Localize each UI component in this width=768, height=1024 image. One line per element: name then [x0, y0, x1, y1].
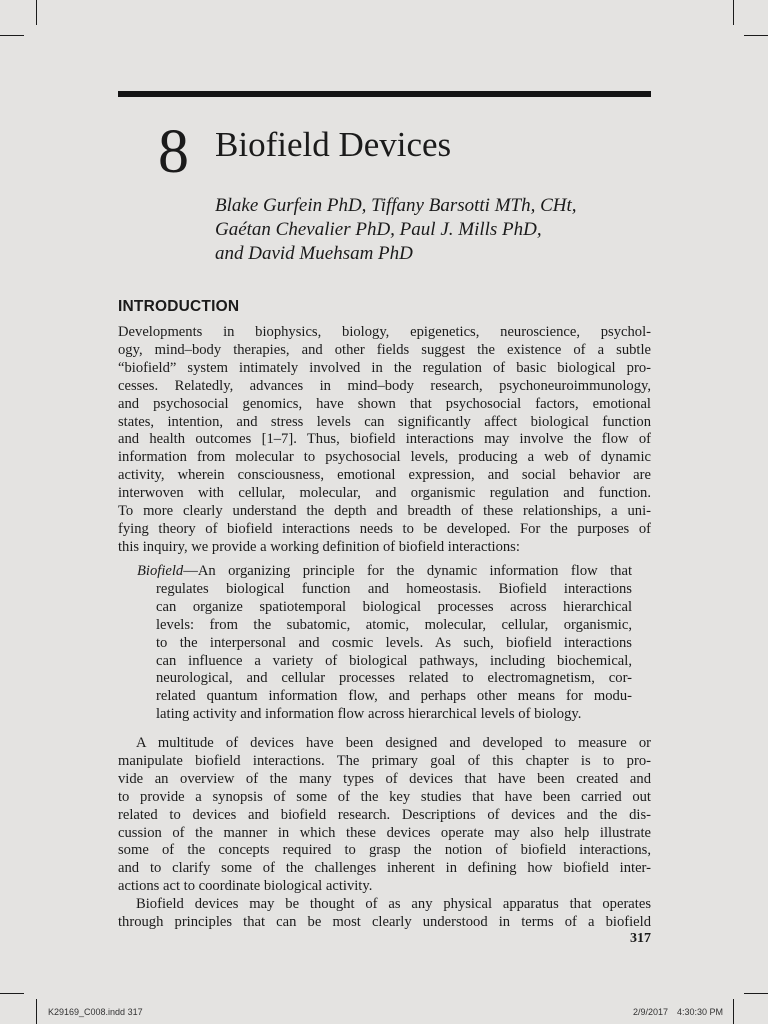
- text-line: To more clearly understand the depth and breadth of these relationships, a uni-: [118, 503, 651, 520]
- text-line: this inquiry, we provide a working definition of biofield interactions:: [118, 538, 520, 555]
- definition-first-line: [137, 563, 632, 581]
- crop-mark-bottom-right-horizontal: [744, 993, 768, 994]
- text-line: can influence a variety of biological pathways, including biochemical,: [156, 652, 632, 669]
- slug-time: 4:30:30 PM: [677, 1007, 724, 1017]
- crop-mark-bottom-left-horizontal: [0, 993, 24, 994]
- text-line: information from molecular to psychosocial levels, producing a web of dynamic: [118, 449, 651, 466]
- text-line: related quantum information flow, and perhaps other means for modu-: [156, 688, 632, 705]
- text-line: regulates biological function and homeostasis. Biofield interactions: [156, 580, 632, 597]
- text-line: levels: from the subatomic, atomic, molecular, cellular, organismic,: [156, 616, 632, 633]
- text-line: interwoven with cellular, molecular, and organismic regulation and function.: [118, 485, 651, 502]
- chapter-title: Biofield Devices: [215, 125, 452, 164]
- text-line: Developments in biophysics, biology, epigenetics, neuroscience, psychol-: [118, 324, 651, 340]
- text-line: and to clarify some of the challenges inherent in defining how biofield inter-: [118, 860, 651, 877]
- text-line: ogy, mind–body therapies, and other fields suggest the existence of a subtle: [118, 341, 651, 358]
- chapter-number: 8: [158, 118, 189, 186]
- text-line: some of the concepts required to grasp the notion of biofield interactions,: [118, 842, 651, 859]
- paragraph-intro: [118, 324, 651, 557]
- author-line: Blake Gurfein PhD, Tiffany Barsotti MTh, CHt,: [215, 195, 577, 216]
- text-line: actions act to coordinate biological activity.: [118, 878, 373, 895]
- text-line: A multitude of devices have been designed and developed to measure or: [136, 735, 651, 751]
- crop-mark-top-left-horizontal: [0, 35, 24, 36]
- text-line: and health outcomes [1–7]. Thus, biofield interactions may involve the flow of: [118, 431, 651, 448]
- text-line: through principles that can be most clearly understood in terms of a biofield: [118, 914, 651, 931]
- text-line: “biofield” system intimately involved in the regulation of basic biological pro-: [118, 359, 651, 376]
- chapter-authors: [215, 194, 577, 266]
- text-line: neurological, and cellular processes related to electromagnetism, cor-: [156, 670, 632, 687]
- text-line: fying theory of biofield interactions needs to be developed. For the purposes of: [118, 520, 651, 537]
- text-line: states, intention, and stress levels can significantly affect biological function: [118, 413, 651, 430]
- slug-file: K29169_C008.indd 317: [48, 1007, 143, 1017]
- definition-first-line-rest: —An organizing principle for the dynamic information flow that: [183, 563, 632, 579]
- text-line: manipulate biofield interactions. The primary goal of this chapter is to pro-: [118, 752, 651, 769]
- text-line: vide an overview of the many types of devices that have been created and: [118, 770, 651, 787]
- text-line: cussion of the manner in which these devices operate may also help illustrate: [118, 824, 651, 841]
- crop-mark-bottom-right-vertical: [733, 999, 734, 1024]
- text-line: to the interpersonal and cosmic levels. As such, biofield interactions: [156, 634, 632, 651]
- text-line: and psychosocial genomics, have shown that psychosocial factors, emotional: [118, 395, 651, 412]
- text-line: cesses. Relatedly, advances in mind–body research, psychoneuroimmunology,: [118, 377, 651, 394]
- crop-mark-top-left-vertical: [36, 0, 37, 25]
- chapter-top-rule: [118, 91, 651, 97]
- text-line: can organize spatiotemporal biological processes across hierarchical: [156, 598, 632, 615]
- page-number: 317: [630, 931, 651, 946]
- crop-mark-top-right-horizontal: [744, 35, 768, 36]
- crop-mark-top-right-vertical: [733, 0, 734, 25]
- text-line: Biofield devices may be thought of as any physical apparatus that operates: [136, 896, 651, 913]
- text-line: related to devices and biofield research. Descriptions of devices and the dis-: [118, 806, 651, 823]
- biofield-definition: [137, 563, 632, 724]
- paragraph-devices: [118, 735, 651, 932]
- author-line: and David Muehsam PhD: [215, 243, 413, 264]
- text-line: to provide a synopsis of some of the key studies that have been carried out: [118, 788, 651, 805]
- text-line: lating activity and information flow across hierarchical levels of biology.: [156, 706, 582, 723]
- text-line: activity, wherein consciousness, emotional expression, and social behavior are: [118, 467, 651, 484]
- slug-date: 2/9/2017: [633, 1007, 669, 1017]
- crop-mark-bottom-left-vertical: [36, 999, 37, 1024]
- definition-term: Biofield: [137, 563, 184, 579]
- author-line: Gaétan Chevalier PhD, Paul J. Mills PhD,: [215, 219, 542, 240]
- section-heading: INTRODUCTION: [118, 298, 240, 315]
